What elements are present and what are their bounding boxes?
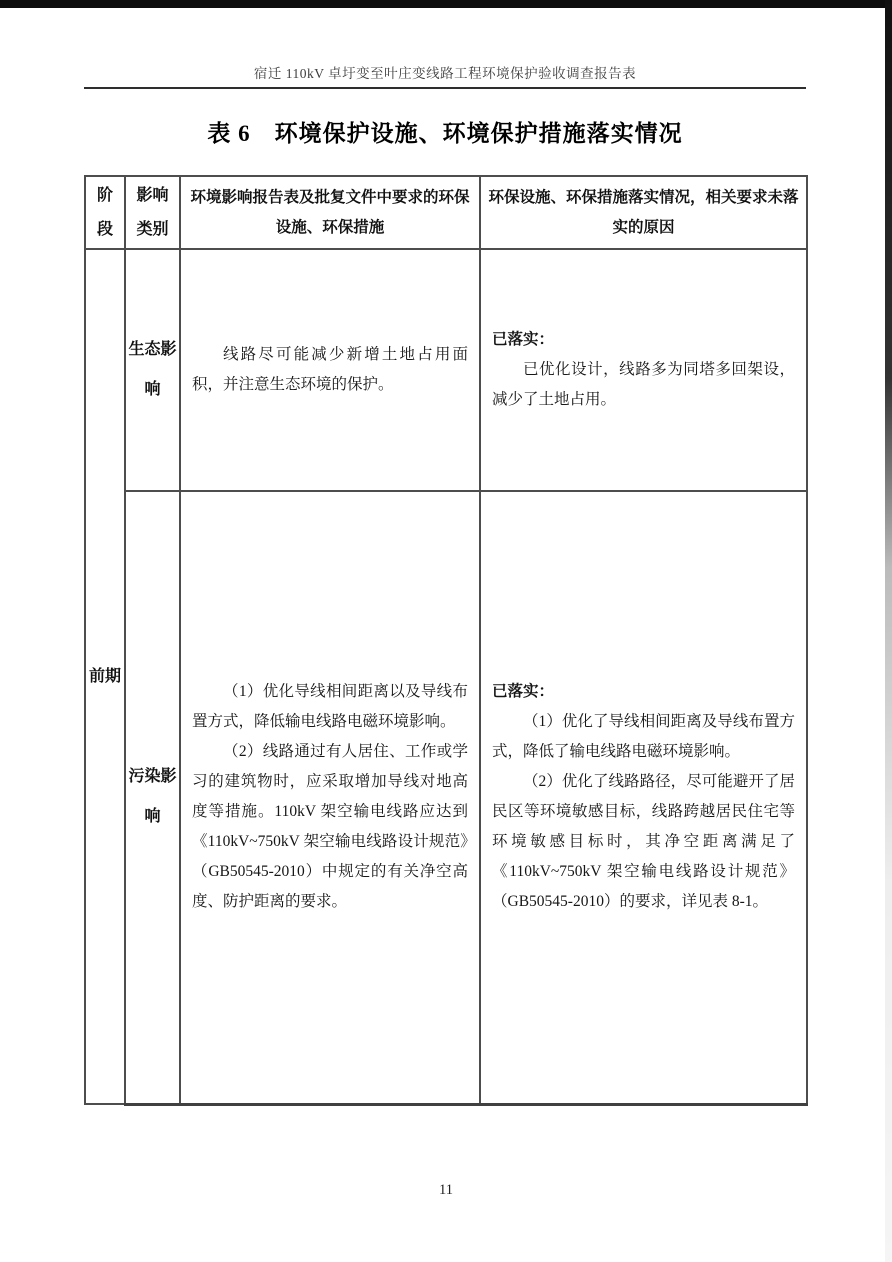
page-title: 表 6 环境保护设施、环境保护措施落实情况: [207, 121, 683, 146]
scan-edge-top: [0, 0, 892, 8]
table-row-ecology: [85, 249, 807, 491]
page-number: 11: [439, 1182, 453, 1198]
table-header-row: [85, 176, 807, 249]
header-cell-required: 环境影响报告表及批复文件中要求的环保设施、环保措施: [180, 176, 480, 249]
scan-edge-right: [885, 0, 892, 1262]
stage-cell: 前期: [85, 249, 125, 1104]
required-paragraph: 线路尽可能减少新增土地占用面积，并注意生态环境的保护。: [192, 346, 468, 394]
required-paragraph: （2）线路通过有人居住、工作或学习的建筑物时，应采取增加导线对地高度等措施。110kV 架空输电线路应达到《110kV~750kV 架空输电线路设计规范》（GB50545-2010）中规定的有关净空高度、防护距离的要求。: [192, 743, 468, 911]
page-body: [84, 8, 806, 1106]
table-row-pollution: [85, 491, 807, 1104]
header-cell-status: 环保设施、环保措施落实情况，相关要求未落实的原因: [480, 176, 807, 249]
status-paragraph: 已优化设计，线路多为同塔多回架设，减少了土地占用。: [492, 361, 795, 409]
measures-table: [84, 175, 808, 1106]
required-measures-cell-ecology: [180, 249, 480, 491]
header-rule-divider: [84, 87, 806, 89]
required-paragraph: （1）优化导线相间距离以及导线布置方式，降低输电线路电磁环境影响。: [192, 683, 468, 731]
category-cell-ecology: 生态影响: [125, 249, 180, 491]
header-cell-category: 影响类别: [125, 176, 180, 249]
status-paragraph: （2）优化了线路路径，尽可能避开了居民区等环境敏感目标，线路跨越居民住宅等环境敏感目标时，其净空距离满足了《110kV~750kV 架空输电线路设计规范》（GB50545-2010）的要求，详见表 8-1。: [492, 773, 795, 911]
required-measures-cell-pollution: [180, 491, 480, 1104]
status-label: 已落实：: [492, 683, 555, 701]
header-cell-stage: 阶段: [85, 176, 125, 249]
running-header: 宿迁 110kV 卓圩变至叶庄变线路工程环境保护验收调查报告表: [253, 66, 637, 81]
status-label: 已落实：: [492, 331, 555, 349]
status-paragraph: （1）优化了导线相间距离及导线布置方式，降低了输电线路电磁环境影响。: [492, 713, 795, 761]
status-cell-ecology: [480, 249, 807, 491]
status-cell-pollution: [480, 491, 807, 1104]
category-cell-pollution: 污染影响: [125, 491, 180, 1104]
